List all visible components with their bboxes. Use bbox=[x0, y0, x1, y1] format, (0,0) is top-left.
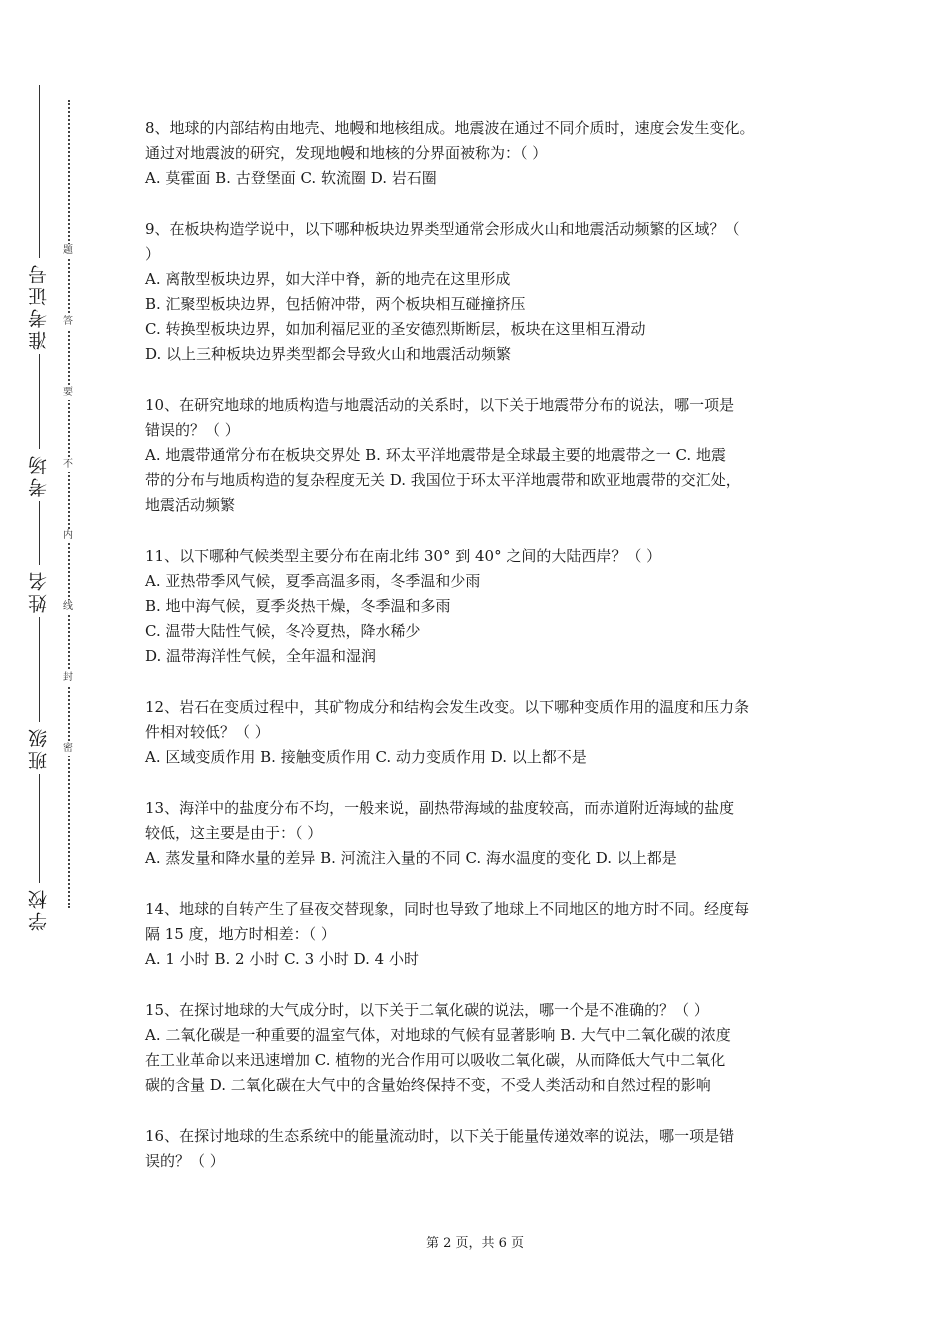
question-line: 件相对较低？（ ） bbox=[145, 723, 270, 741]
question-options: A. 地震带通常分布在板块交界处 B. 环太平洋地震带是全球最主要的地震带之一 C. 地震 bbox=[145, 446, 726, 464]
question-line: 13、海洋中的盐度分布不均，一般来说，副热带海域的盐度较高，而赤道附近海域的盐度 bbox=[145, 799, 735, 817]
question-options: 带的分布与地质构造的复杂程度无关 D. 我国位于环太平洋地震带和欧亚地震带的交汇处， bbox=[145, 471, 741, 489]
question-options: A. 区域变质作用 B. 接触变质作用 C. 动力变质作用 D. 以上都不是 bbox=[145, 748, 587, 766]
seal-char: 题 bbox=[60, 244, 76, 258]
question-14 bbox=[145, 897, 811, 972]
question-options: A. 1 小时 B. 2 小时 C. 3 小时 D. 4 小时 bbox=[145, 950, 419, 968]
question-options: A. 莫霍面 B. 古登堡面 C. 软流圈 D. 岩石圈 bbox=[145, 169, 437, 187]
question-line: 较低，这主要是由于：（ ） bbox=[145, 824, 323, 842]
question-line: 通过对地震波的研究，发现地幔和地核的分界面被称为：（ ） bbox=[145, 144, 548, 162]
school-label: 学校 bbox=[18, 883, 60, 935]
question-options: A. 蒸发量和降水量的差异 B. 河流注入量的不同 C. 海水温度的变化 D. 以上都是 bbox=[145, 849, 677, 867]
question-line: 11、以下哪种气候类型主要分布在南北纬 30° 到 40° 之间的大陆西岸？（ ） bbox=[145, 547, 662, 565]
question-10 bbox=[145, 393, 811, 518]
question-line: 10、在研究地球的地质构造与地震活动的关系时，以下关于地震带分布的说法，哪一项是 bbox=[145, 396, 735, 414]
question-11 bbox=[145, 544, 811, 669]
question-option: D. 温带海洋性气候，全年温和湿润 bbox=[145, 647, 377, 665]
question-16 bbox=[145, 1124, 811, 1174]
question-8 bbox=[145, 116, 811, 191]
seal-char: 线 bbox=[60, 600, 76, 614]
question-option: A. 亚热带季风气候，夏季高温多雨，冬季温和少雨 bbox=[145, 572, 481, 590]
question-15 bbox=[145, 998, 811, 1098]
question-line: 12、岩石在变质过程中，其矿物成分和结构会发生改变。以下哪种变质作用的温度和压力条 bbox=[145, 698, 750, 716]
name-label: 姓名 bbox=[18, 565, 60, 617]
question-option: C. 转换型板块边界，如加利福尼亚的圣安德烈斯断层，板块在这里相互滑动 bbox=[145, 320, 646, 338]
question-option: B. 地中海气候，夏季炎热干燥，冬季温和多雨 bbox=[145, 597, 451, 615]
question-options: 地震活动频繁 bbox=[145, 496, 236, 514]
question-options: 碳的含量 D. 二氧化碳在大气中的含量始终保持不变，不受人类活动和自然过程的影响 bbox=[145, 1076, 711, 1094]
question-line: 9、在板块构造学说中，以下哪种板块边界类型通常会形成火山和地震活动频繁的区域？（ bbox=[145, 220, 740, 238]
question-option: D. 以上三种板块边界类型都会导致火山和地震活动频繁 bbox=[145, 345, 512, 363]
question-line: 16、在探讨地球的生态系统中的能量流动时，以下关于能量传递效率的说法，哪一项是错 bbox=[145, 1127, 735, 1145]
binding-margin bbox=[0, 0, 110, 1344]
question-line: 误的？（ ） bbox=[145, 1152, 225, 1170]
question-9 bbox=[145, 217, 811, 367]
seal-char: 不 bbox=[60, 458, 76, 472]
question-option: C. 温带大陆性气候，冬冷夏热，降水稀少 bbox=[145, 622, 421, 640]
question-option: A. 离散型板块边界，如大洋中脊，新的地壳在这里形成 bbox=[145, 270, 511, 288]
seal-char: 内 bbox=[60, 529, 76, 543]
binding-dotted-line bbox=[68, 100, 70, 908]
question-12 bbox=[145, 695, 811, 770]
class-label: 班级 bbox=[18, 722, 60, 774]
question-line: 14、地球的自转产生了昼夜交替现象，同时也导致了地球上不同地区的地方时不同。经度每 bbox=[145, 900, 750, 918]
question-line: 8、地球的内部结构由地壳、地幔和地核组成。地震波在通过不同介质时，速度会发生变化。 bbox=[145, 119, 755, 137]
question-option: B. 汇聚型板块边界，包括俯冲带，两个板块相互碰撞挤压 bbox=[145, 295, 526, 313]
seal-char: 封 bbox=[60, 671, 76, 685]
seal-char: 答 bbox=[60, 315, 76, 329]
question-line: 15、在探讨地球的大气成分时，以下关于二氧化碳的说法，哪一个是不准确的？（ ） bbox=[145, 1001, 709, 1019]
question-13 bbox=[145, 796, 811, 871]
binding-solid-line bbox=[39, 85, 40, 925]
question-options: 在工业革命以来迅速增加 C. 植物的光合作用可以吸收二氧化碳，从而降低大气中二氧化 bbox=[145, 1051, 726, 1069]
question-line: ） bbox=[145, 245, 161, 263]
page-number: 第 2 页，共 6 页 bbox=[425, 1236, 525, 1251]
question-line: 错误的？（ ） bbox=[145, 421, 240, 439]
exam-room-label: 考场 bbox=[18, 449, 60, 501]
seal-char: 要 bbox=[60, 386, 76, 400]
question-list bbox=[145, 116, 811, 1200]
seal-char: 密 bbox=[60, 742, 76, 756]
exam-id-label: 准考证号 bbox=[18, 258, 60, 354]
question-options: A. 二氧化碳是一种重要的温室气体，对地球的气候有显著影响 B. 大气中二氧化碳的浓度 bbox=[145, 1026, 731, 1044]
question-line: 隔 15 度，地方时相差：（ ） bbox=[145, 925, 336, 943]
